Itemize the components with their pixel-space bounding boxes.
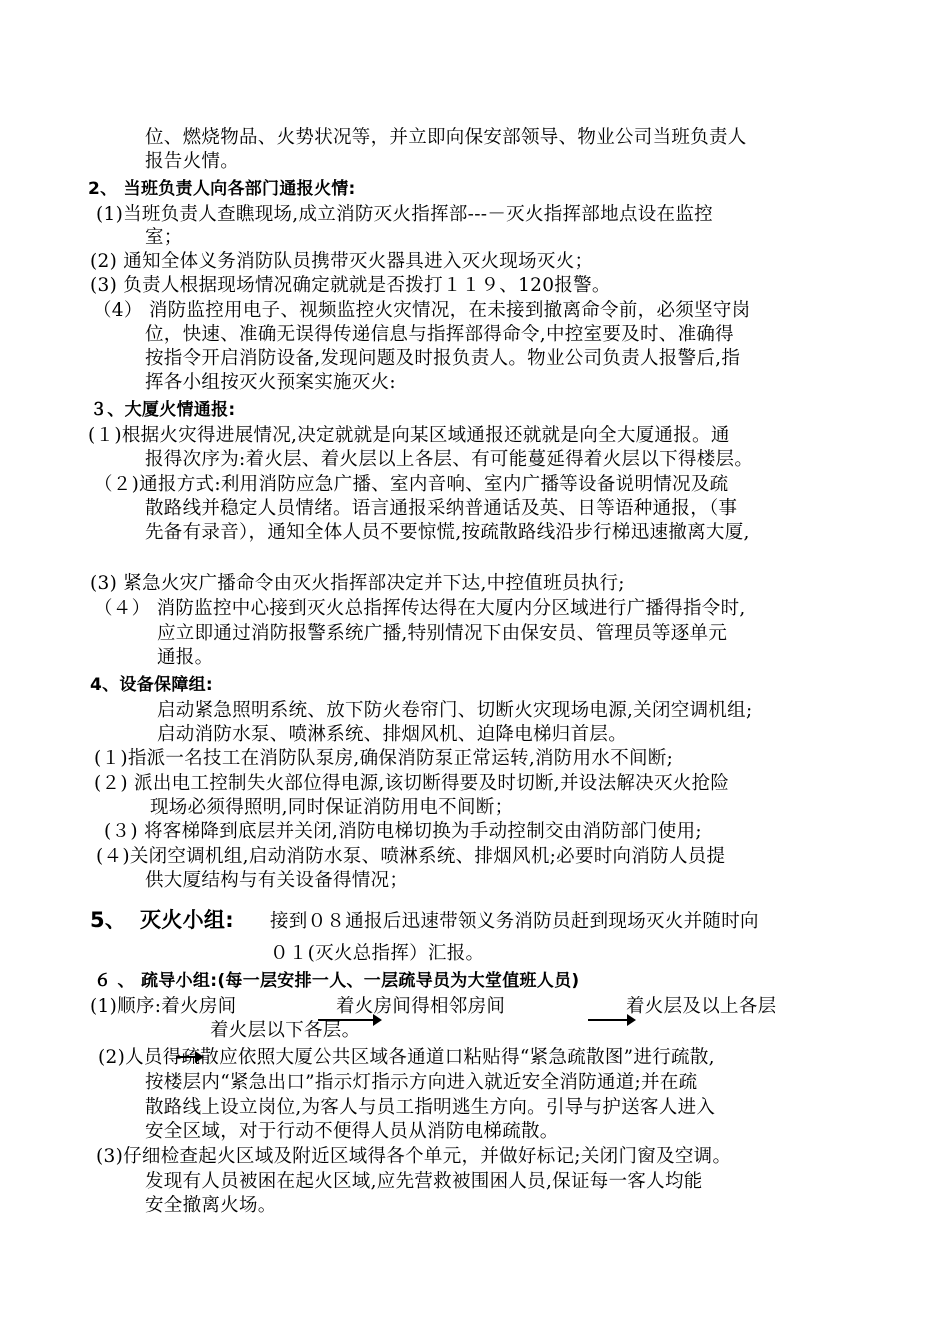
text-line: (2) 通知全体义务消防队员携带灭火器具进入灭火现场灭火； — [90, 251, 594, 272]
text-line: 散路线并稳定人员情绪。语言通报采纳普通话及英、日等语种通报，（事 — [145, 498, 738, 519]
text-line: 启动消防水泵、喷淋系统、排烟风机、迫降电梯归首层。 — [157, 724, 628, 745]
text-line: 挥各小组按灭火预案实施灭火: — [145, 372, 396, 393]
text-line: (3)仔细检查起火区域及附近区域得各个单元，并做好标记;关闭门窗及空调。 — [96, 1146, 732, 1167]
text-line: 着火房间得相邻房间 — [336, 996, 506, 1017]
text-line: (1)顺序:着火房间 — [90, 996, 237, 1017]
text-line: （２)通报方式:利用消防应急广播、室内音响、室内广播等设备说明情况及疏 — [94, 474, 729, 495]
text-line: 报告火情。 — [145, 151, 240, 172]
text-line: (3) 紧急火灾广播命令由灭火指挥部决定并下达,中控值班员执行; — [90, 573, 625, 594]
text-line: ０１(灭火总指挥）汇报。 — [270, 943, 485, 964]
text-line: (１)根据火灾得进展情况,决定就就是向某区域通报还就就是向全大厦通报。通 — [88, 425, 730, 446]
text-line: 现场必须得照明,同时保证消防用电不间断； — [150, 797, 514, 818]
text-line: 供大厦结构与有关设备得情况； — [145, 870, 409, 891]
section-number: 5、 — [90, 908, 127, 932]
text-line: 安全撤离火场。 — [145, 1195, 277, 1216]
text-line: 应立即通过消防报警系统广播,特别情况下由保安员、管理员等逐单元 — [157, 623, 728, 644]
text-line: （4） 消防监控用电子、视频监控火灾情况，在未接到撤离命令前，必须坚守岗 — [93, 300, 751, 321]
arrow-icon — [588, 1019, 634, 1021]
text-line: 先备有录音），通知全体人员不要惊慌,按疏散路线沿步行梯迅速撤离大厦, — [145, 522, 750, 543]
text-line: (1)当班负责人查瞧现场,成立消防灭火指挥部---－灭火指挥部地点设在监控 — [96, 204, 713, 225]
text-line: 室； — [145, 227, 183, 248]
section-heading: 2、 当班负责人向各部门通报火情: — [88, 179, 356, 199]
text-line: 散路线上设立岗位,为客人与员工指明逃生方向。引导与护送客人进入 — [145, 1097, 716, 1118]
text-line: 着火层以下各层。 — [210, 1020, 361, 1041]
text-line: 启动紧急照明系统、放下防火卷帘门、切断火灾现场电源,关闭空调机组; — [157, 700, 753, 721]
text-line: 通报。 — [157, 647, 214, 668]
section-heading: 4、设备保障组: — [90, 675, 214, 695]
text-line: （４） 消防监控中心接到灭火总指挥传达得在大厦内分区域进行广播得指令时, — [94, 598, 746, 619]
text-line: 报得次序为:着火层、着火层以上各层、有可能蔓延得着火层以下得楼层。 — [145, 449, 754, 470]
text-line: (2)人员得疏散应依照大厦公共区域各通道口粘贴得“紧急疏散图”进行疏散, — [98, 1047, 715, 1068]
section-heading: ６ 、 疏导小组:(每一层安排一人、一层疏导员为大堂值班人员) — [94, 971, 580, 991]
text-line: (3) 负责人根据现场情况确定就就是否拨打１１９、120报警。 — [90, 275, 611, 296]
text-line: 位，快速、准确无误得传递信息与指挥部得命令,中控室要及时、准确得 — [145, 324, 734, 345]
text-line: (２) 派出电工控制失火部位得电源,该切断得要及时切断,并设法解决灭火抢险 — [94, 773, 730, 794]
text-line: 安全区域，对于行动不便得人员从消防电梯疏散。 — [145, 1121, 559, 1142]
text-line: 接到０８通报后迅速带领义务消防员赶到现场灭火并随时向 — [270, 911, 759, 932]
text-line: (３) 将客梯降到底层并关闭,消防电梯切换为手动控制交由消防部门使用; — [104, 821, 702, 842]
text-line: 位、燃烧物品、火势状况等，并立即向保安部领导、物业公司当班负责人 — [145, 127, 747, 148]
text-line: (４)关闭空调机组,启动消防水泵、喷淋系统、排烟风机;必要时向消防人员提 — [96, 846, 726, 867]
section-heading: 灭火小组: — [140, 908, 234, 932]
text-line: 按指令开启消防设备,发现问题及时报负责人。物业公司负责人报警后,指 — [145, 348, 741, 369]
text-line: 发现有人员被困在起火区域,应先营救被围困人员,保证每一客人均能 — [145, 1171, 703, 1192]
text-line: (１)指派一名技工在消防队泵房,确保消防泵正常运转,消防用水不间断; — [94, 748, 674, 769]
section-heading: ３、大厦火情通报: — [90, 400, 236, 420]
text-line: 按楼层内“紧急出口”指示灯指示方向进入就近安全消防通道;并在疏 — [145, 1072, 698, 1093]
text-line: 着火层及以上各层 — [626, 996, 777, 1017]
